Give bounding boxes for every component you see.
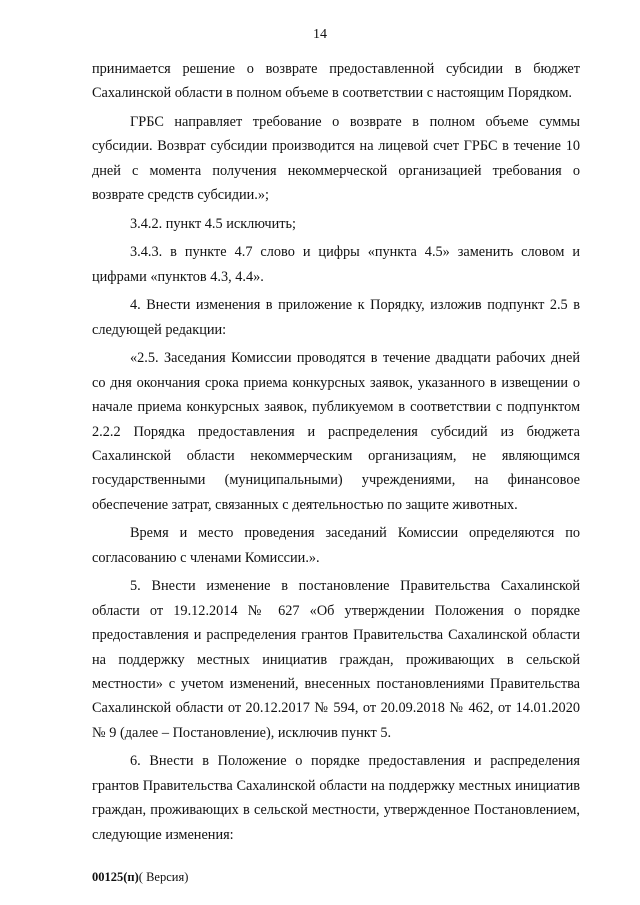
document-version: ( Версия)	[138, 870, 189, 884]
paragraph-3-4-2: 3.4.2. пункт 4.5 исключить;	[130, 215, 297, 232]
paragraph-5: 5. Внести изменение в постановление Правительства Сахалинской области от 19.12.2014 № 627 «Об утверждении Положения о порядке предоставления и распределения грантов Правительства Сахалинской области на поддержку местных инициатив граждан, проживающих в сельской местности» с учетом изменений, внесенных постановлениями Правительства Сахалинской области от 20.12.2017 № 594, от 20.09.2018 № 462, от 14.01.2020 № 9 (далее – Постановление), исключив пункт 5.	[92, 578, 580, 741]
paragraph-4: 4. Внести изменения в приложение к Порядку, изложив подпункт 2.5 в следующей редакции:	[92, 297, 580, 338]
paragraph-continuation: принимается решение о возврате предоставленной субсидии в бюджет Сахалинской области в полном объеме в соответствии с настоящим Порядком.	[92, 61, 580, 102]
paragraph-meeting-time: Время и место проведения заседаний Комиссии определяются по согласованию с членами Комиссии.».	[92, 525, 580, 566]
paragraph-6: 6. Внести в Положение о порядке предоставления и распределения грантов Правительства Сахалинской области на поддержку местных инициатив граждан, проживающих в сельской местности, утвержденное Постановлением, следующие изменения:	[92, 753, 580, 843]
document-code: 00125(п)	[92, 870, 139, 884]
paragraph-2-5-quote: «2.5. Заседания Комиссии проводятся в течение двадцати рабочих дней со дня окончания срока приема конкурсных заявок, указанного в извещении о начале приема конкурсных заявок, публикуемом в соответствии с подпунктом 2.2.2 Порядка предоставления и распределения субсидий из бюджета Сахалинской области некоммерческим организациям, не являющимся государственными (муниципальными) учреждениями, на финансовое обеспечение затрат, связанных с деятельностью по защите животных.	[92, 350, 580, 513]
paragraph-return-requirement: ГРБС направляет требование о возврате в полном объеме суммы субсидии. Возврат субсидии производится на лицевой счет ГРБС в течение 10 дней с момента получения некоммерческой организацией требования о возврате средств субсидии.»;	[92, 114, 580, 204]
document-footer	[92, 870, 188, 885]
page-number: 14	[313, 27, 327, 42]
paragraph-3-4-3: 3.4.3. в пункте 4.7 слово и цифры «пункта 4.5» заменить словом и цифрами «пунктов 4.3, 4.4».	[92, 244, 580, 285]
document-body	[92, 57, 580, 851]
